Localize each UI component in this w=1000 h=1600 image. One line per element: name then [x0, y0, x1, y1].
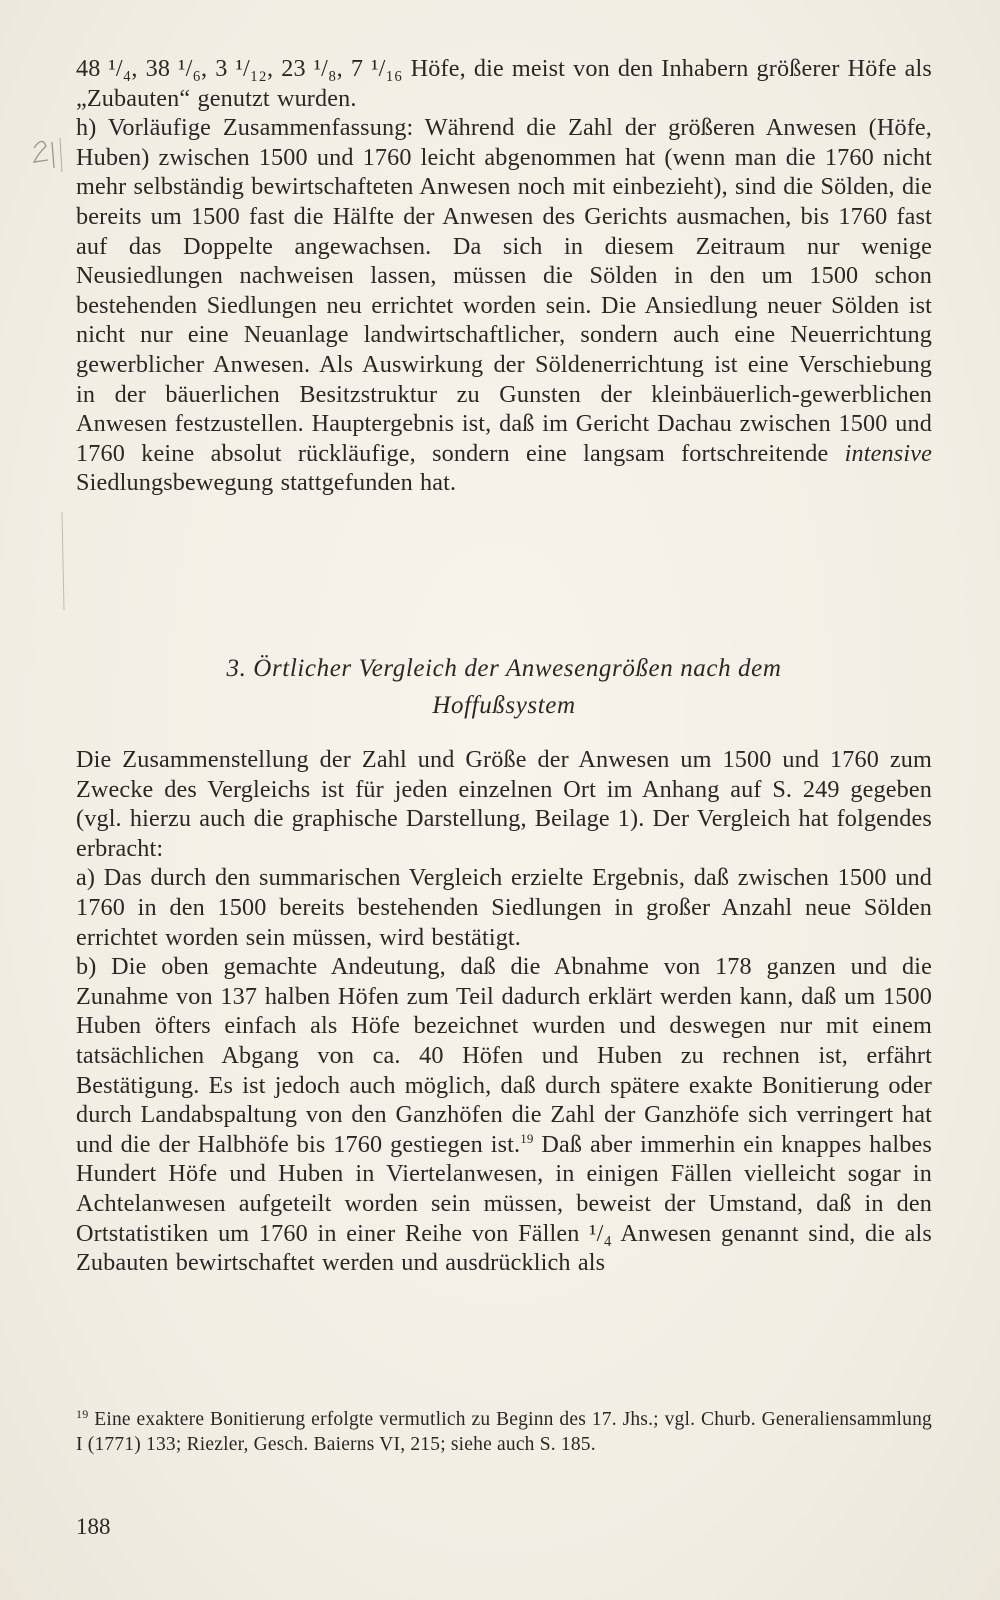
heading-line-1: 3. Örtlicher Vergleich der Anwesengrößen nach dem: [226, 655, 782, 682]
section-heading: [76, 650, 932, 724]
page-number: 188: [76, 1514, 111, 1539]
heading-line-2: Hoffußsystem: [432, 692, 576, 719]
body-text-top: [76, 54, 932, 498]
summary-text-end: Siedlungsbewegung stattgefunden hat.: [76, 469, 457, 497]
paragraph-a: a) Das durch den summarischen Vergleich erzielte Ergebnis, daß zwischen 1500 und 1760 in den 1500 bereits bestehenden Siedlungen in großer Anzahl neue Sölden errichtet worden sein müssen, wird bestätigt.: [76, 864, 932, 951]
footnote: [76, 1408, 932, 1457]
body-text-main: [76, 745, 932, 1278]
summary-text: h) Vorläufige Zusammenfassung: Während die Zahl der größeren Anwesen (Höfe, Huben) zwischen 1500 und 1760 leicht abgenommen hat (wenn man die 1760 nicht mehr selbständig bewirtschafteten Anwesen noch mit einbezieht), sind die Sölden, die bereits um 1500 fast die Hälfte der Anwesen des Gerichts ausmachen, bis 1760 fast auf das Doppelte angewachsen. Da sich in diesem Zeitraum nur wenige Neusiedlungen nachweisen lassen, müssen die Sölden in den um 1500 schon bestehenden Siedlungen neu errichtet worden sein. Die Ansiedlung neuer Sölden ist nicht nur eine Neuanlage landwirtschaftlicher, sondern auch eine Neuerrichtung gewerblicher Anwesen. Als Auswirkung der Söldenerrichtung ist eine Verschiebung in der bäuerlichen Besitzstruktur zu Gunsten der kleinbäuerlich-gewerblichen Anwesen festzustellen. Hauptergebnis ist, daß im Gericht Dachau zwischen 1500 und 1760 keine absolut rückläufige, sondern eine langsam fortschreitende: [76, 114, 932, 467]
footnote-reference: 19: [520, 1130, 534, 1146]
footnote-number: 19: [76, 1407, 89, 1421]
footnote-paragraph: [76, 1408, 932, 1457]
paragraph-b: [76, 952, 932, 1278]
paragraph-b-text: b) Die oben gemachte Andeutung, daß die Abnahme von 178 ganzen und die Zunahme von 137 halben Höfen zum Teil dadurch erklärt werden kann, daß um 1500 Huben öfters einfach als Höfe bezeichnet wurden und deswegen nur mit einem tatsächlichen Abgang von ca. 40 Höfen und Huben zu rechnen ist, erfährt Bestätigung. Es ist jedoch auch möglich, daß durch spätere exakte Bonitierung oder durch Landabspaltung von den Ganzhöfen die Zahl der Ganzhöfe sich verringert hat und die der Halbhöfe bis 1760 gestiegen ist.: [76, 953, 932, 1158]
paragraph-fractions: 48 ¹/₄, 38 ¹/₆, 3 ¹/₁₂, 23 ¹/₈, 7 ¹/₁₆ Höfe, die meist von den Inhabern größerer Höfe als „Zubauten“ genutzt wurden.: [76, 55, 932, 112]
paragraph-summary: [76, 113, 932, 498]
paragraph-b-text-continued: Daß aber immerhin ein knappes halbes Hundert Höfe und Huben in Viertelanwesen, in einigen Fällen vielleicht sogar in Achtelanwesen aufgeteilt worden sein müssen, beweist der Umstand, daß in den Ortstatistiken um 1760 in einer Reihe von Fällen ¹/₄ Anwesen genannt sind, die als Zubauten bewirtschaftet werden und ausdrücklich als: [76, 1130, 932, 1277]
emphasized-word: intensive: [844, 439, 932, 467]
paragraph-intro: Die Zusammenstellung der Zahl und Größe der Anwesen um 1500 und 1760 zum Zwecke des Vergleichs ist für jeden einzelnen Ort im Anhang auf S. 249 gegeben (vgl. hierzu auch die graphische Darstellung, Beilage 1). Der Vergleich hat folgendes erbracht:: [76, 746, 932, 862]
pencil-margin-mark: [20, 132, 68, 612]
footnote-text: Eine exaktere Bonitierung erfolgte vermutlich zu Beginn des 17. Jhs.; vgl. Churb. Generaliensammlung I (1771) 133; Riezler, Gesch. Baierns VI, 215; siehe auch S. 185.: [76, 1409, 932, 1455]
